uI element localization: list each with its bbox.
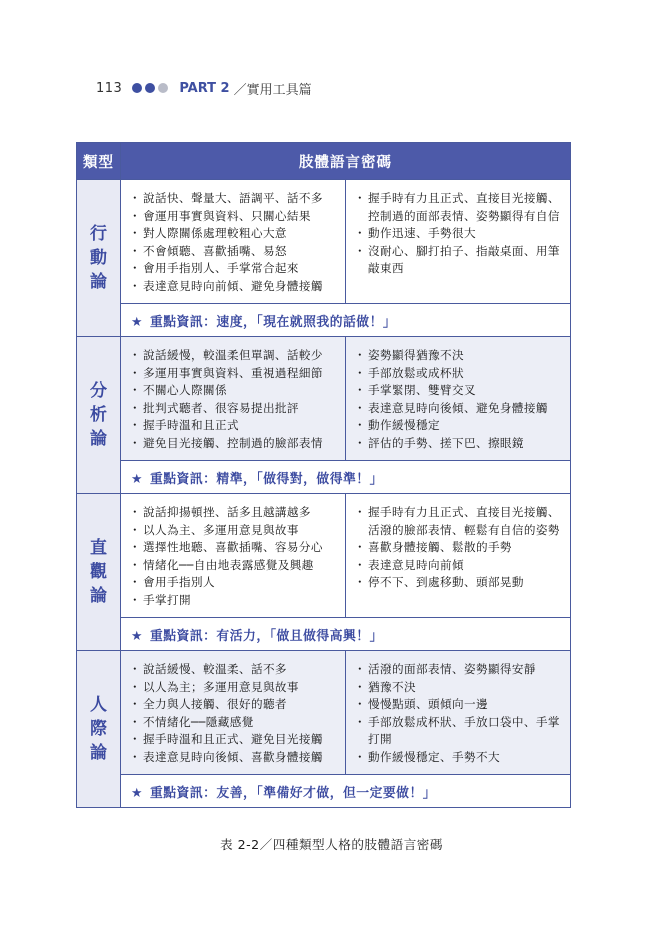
column-header-type: 類型 (77, 143, 121, 180)
trait-item: ・ 手掌緊閉、雙臂交叉 (356, 382, 562, 400)
traits-left-cell (121, 494, 346, 618)
trait-item: ・ 慢慢點頭、頭傾向一邊 (356, 696, 562, 714)
type-label-char: 分 (90, 381, 107, 401)
trait-item: ・ 以人為主、多運用意見與故事 (131, 522, 337, 540)
trait-item: ・ 會用手指別人、手掌常合起來 (131, 260, 337, 278)
trait-item: ・ 選擇性地聽、喜歡插嘴、容易分心 (131, 539, 337, 557)
trait-item: ・ 不關心人際關係 (131, 382, 337, 400)
star-icon: ★ (131, 628, 148, 644)
body-language-table (76, 142, 571, 808)
traits-right-cell (346, 337, 571, 461)
trait-item: ・ 握手時溫和且正式、避免目光接觸 (131, 731, 337, 749)
trait-item: ・ 動作緩慢穩定、手勢不大 (356, 749, 562, 767)
type-row (77, 651, 571, 775)
traits-right-list (346, 337, 570, 460)
trait-item: ・ 會運用事實與資料、只關心結果 (131, 208, 337, 226)
type-label-char: 動 (90, 248, 107, 268)
type-row (77, 180, 571, 304)
type-label-char: 論 (90, 429, 107, 449)
type-label-char: 論 (90, 272, 107, 292)
running-header (96, 78, 312, 98)
type-label-char: 觀 (90, 562, 107, 582)
column-header-code: 肢體語言密碼 (121, 143, 571, 180)
trait-item: ・ 手掌打開 (131, 592, 337, 610)
traits-left-list (121, 494, 345, 617)
trait-item: ・ 全力與人接觸、很好的聽者 (131, 696, 337, 714)
type-label-char: 析 (90, 405, 107, 425)
traits-right-list (346, 494, 570, 600)
type-label (77, 494, 121, 651)
table-caption: 表 2-2／四種類型人格的肢體語言密碼 (220, 837, 443, 852)
key-info-row (77, 461, 571, 494)
trait-item: ・ 表達意見時向後傾、避免身體接觸 (356, 400, 562, 418)
dot-3 (158, 83, 168, 93)
trait-item: ・ 避免目光接觸、控制過的臉部表情 (131, 435, 337, 453)
traits-left-list (121, 651, 345, 774)
traits-left-cell (121, 337, 346, 461)
traits-left-cell (121, 180, 346, 304)
type-label (77, 337, 121, 494)
page-number: 113 (96, 80, 123, 96)
trait-item: ・ 握手時有力且正式、直接目光接觸、控制過的面部表情、姿勢顯得有自信 (356, 190, 562, 225)
dot-2 (145, 83, 155, 93)
key-info (121, 461, 571, 494)
key-info-text: 重點資訊：精準，「做得對，做得準！」 (149, 471, 383, 487)
star-icon: ★ (131, 471, 148, 487)
type-label-char: 直 (90, 538, 107, 558)
dot-1 (132, 83, 142, 93)
trait-item: ・ 不會傾聽、喜歡插嘴、易怒 (131, 243, 337, 261)
type-label-char: 人 (90, 695, 107, 715)
type-row (77, 337, 571, 461)
progress-dots (132, 83, 171, 93)
trait-item: ・ 停不下、到處移動、頭部晃動 (356, 574, 562, 592)
type-label (77, 651, 121, 808)
trait-item: ・ 對人際關係處理較粗心大意 (131, 225, 337, 243)
trait-item: ・ 說話抑揚頓挫、話多且越講越多 (131, 504, 337, 522)
traits-right-cell (346, 494, 571, 618)
traits-right-cell (346, 180, 571, 304)
trait-item: ・ 握手時溫和且正式 (131, 417, 337, 435)
trait-item: ・ 沒耐心、腳打拍子、指敲桌面、用筆敲東西 (356, 243, 562, 278)
trait-item: ・ 表達意見時向前傾、避免身體接觸 (131, 278, 337, 296)
star-icon: ★ (131, 785, 148, 801)
key-info-row (77, 618, 571, 651)
key-info-text: 重點資訊：友善，「準備好才做，但一定要做！」 (149, 785, 437, 801)
trait-item: ・ 姿勢顯得猶豫不決 (356, 347, 562, 365)
traits-right-list (346, 651, 570, 774)
trait-item: ・ 握手時有力且正式、直接目光接觸、活潑的臉部表情、輕鬆有自信的姿勢 (356, 504, 562, 539)
table-header-row (77, 143, 571, 180)
key-info-row (77, 304, 571, 337)
trait-item: ・ 手部放鬆成杯狀、手放口袋中、手掌打開 (356, 714, 562, 749)
trait-item: ・ 評估的手勢、搓下巴、擦眼鏡 (356, 435, 562, 453)
key-info-row (77, 775, 571, 808)
trait-item: ・ 說話緩慢，較溫柔但單調、話較少 (131, 347, 337, 365)
trait-item: ・ 批判式聽者、很容易提出批評 (131, 400, 337, 418)
traits-right-cell (346, 651, 571, 775)
type-label-char: 際 (90, 719, 107, 739)
trait-item: ・ 猶豫不決 (356, 679, 562, 697)
key-info-text: 重點資訊：有活力，「做且做得高興！」 (149, 628, 383, 644)
part-title: ／實用工具篇 (233, 82, 312, 98)
trait-item: ・ 情緒化──自由地表露感覺及興趣 (131, 557, 337, 575)
type-label (77, 180, 121, 337)
type-label-char: 行 (90, 224, 107, 244)
traits-left-list (121, 180, 345, 303)
type-row (77, 494, 571, 618)
traits-left-list (121, 337, 345, 460)
type-label-char: 論 (90, 586, 107, 606)
trait-item: ・ 不情緒化──隱藏感覺 (131, 714, 337, 732)
key-info-text: 重點資訊：速度，「現在就照我的話做！」 (149, 314, 397, 330)
part-label: PART 2 (179, 80, 230, 96)
trait-item: ・ 表達意見時向前傾 (356, 557, 562, 575)
trait-item: ・ 活潑的面部表情、姿勢顯得安靜 (356, 661, 562, 679)
trait-item: ・ 手部放鬆或成杯狀 (356, 365, 562, 383)
trait-item: ・ 表達意見時向後傾、喜歡身體接觸 (131, 749, 337, 767)
type-label-char: 論 (90, 743, 107, 763)
key-info (121, 775, 571, 808)
trait-item: ・ 動作迅速、手勢很大 (356, 225, 562, 243)
trait-item: ・ 動作緩慢穩定 (356, 417, 562, 435)
trait-item: ・ 以人為主；多運用意見與故事 (131, 679, 337, 697)
star-icon: ★ (131, 314, 148, 330)
trait-item: ・ 多運用事實與資料、重視過程細節 (131, 365, 337, 383)
trait-item: ・ 喜歡身體接觸、鬆散的手勢 (356, 539, 562, 557)
trait-item: ・ 會用手指別人 (131, 574, 337, 592)
trait-item: ・ 說話緩慢、較溫柔、話不多 (131, 661, 337, 679)
key-info (121, 618, 571, 651)
trait-item: ・ 說話快、聲量大、語調平、話不多 (131, 190, 337, 208)
key-info (121, 304, 571, 337)
traits-right-list (346, 180, 570, 286)
traits-left-cell (121, 651, 346, 775)
